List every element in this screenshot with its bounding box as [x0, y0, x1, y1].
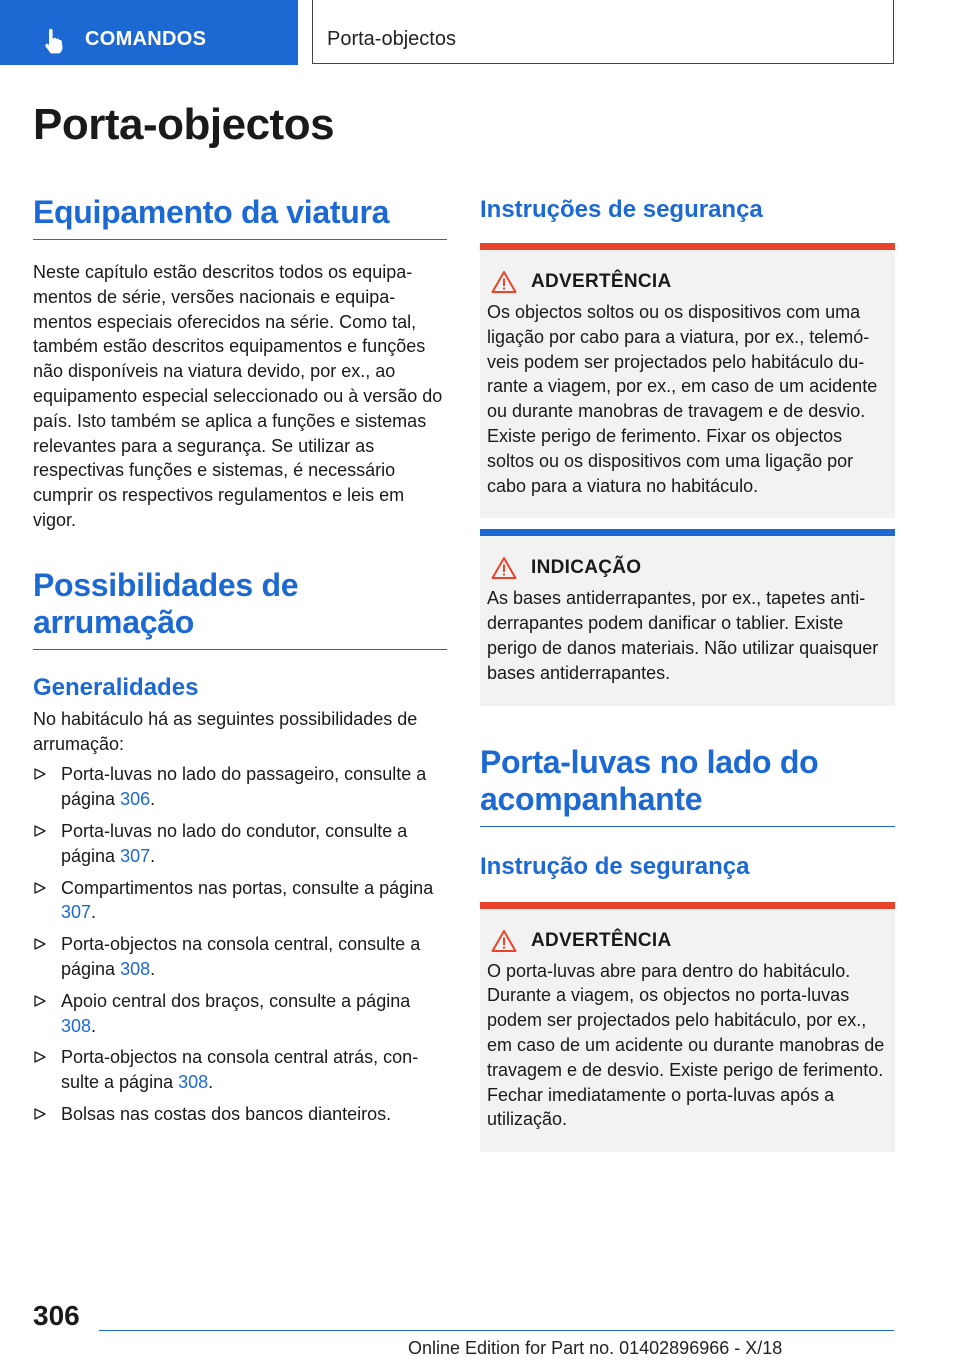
list-item-end: . [150, 845, 156, 866]
triangle-bullet-icon [33, 1107, 47, 1121]
breadcrumb-label: Porta-objectos [327, 28, 456, 50]
glovebox-heading: Porta-luvas no lado do acompanhante [480, 743, 819, 817]
breadcrumb [312, 0, 894, 64]
section-tab[interactable] [0, 0, 298, 65]
list-item [33, 932, 447, 982]
list-item [33, 1102, 447, 1127]
triangle-bullet-icon [33, 937, 47, 951]
footer-rule [99, 1330, 894, 1331]
warning-box [480, 243, 895, 518]
warning-label: ADVERTÊNCIA [531, 929, 672, 951]
list-item-end: . [150, 958, 156, 979]
notice-box [480, 529, 895, 705]
list-item-text: Apoio central dos braços, consulte a página [61, 990, 411, 1011]
equipment-heading: Equipamento da viatura [33, 194, 390, 230]
safety-heading: Instruções de segurança [480, 196, 763, 223]
list-item-text: Compartimentos nas portas, consulte a página [61, 877, 434, 898]
list-item [33, 989, 447, 1039]
triangle-bullet-icon [33, 881, 47, 895]
page-link[interactable]: 308 [61, 1015, 92, 1036]
notice-bar [480, 529, 895, 536]
safety2-heading: Instrução de segurança [480, 852, 750, 880]
warning-triangle-icon [491, 929, 517, 953]
triangle-bullet-icon [33, 824, 47, 838]
left-column [33, 190, 447, 1134]
list-item [33, 1045, 447, 1095]
page-number: 306 [33, 1300, 80, 1331]
page-link[interactable]: 308 [120, 958, 151, 979]
warning-triangle-icon [491, 270, 517, 294]
list-item [33, 762, 447, 812]
warning-text: Os objectos soltos ou os dispositivos com uma ligação por cabo para a viatura, por ex., telemóveis podem ser projectados pelo habitáculo durante a viagem, por ex., em caso de um acidente ou durante manobras de travagem e de desvio. Existe perigo de ferimento. Fixar os objectos soltos ou os dispositivos com uma ligação por cabo para a viatura no habitáculo. [487, 302, 878, 496]
page-link[interactable]: 308 [178, 1072, 209, 1093]
storage-heading: Possibilidades de arrumação [33, 566, 299, 640]
list-item-end: . [150, 789, 156, 810]
notice-text: As bases antiderrapantes, por ex., tapetes antiderrapantes podem danificar o tablier. Existe perigo de danos materiais. Não utilizar quaisquer bases antiderrapantes. [487, 588, 879, 683]
list-item-text: Porta-luvas no lado do passageiro, consulte a página [61, 764, 427, 810]
general-text: No habitáculo há as seguintes possibilidades de arrumação: [33, 708, 418, 754]
list-item [33, 819, 447, 869]
heading-rule [480, 826, 895, 827]
list-item-text: Porta-objectos na consola central atrás, consulte a página [61, 1047, 419, 1093]
equipment-text: Neste capítulo estão descritos todos os equipamentos de série, versões nacionais e equipamentos especiais oferecidos na série. Como tal, também estão descritos equipamentos e funções não disponíveis na viatura devido, por ex., ao equipamento especial seleccionado ou à versão do país. Isto também se aplica a funções e sistemas relevantes para a segurança. Se utilizar as respectivas funções e sistemas, é necessário cumprir os respectivos regulamentos e leis em vigor. [33, 262, 443, 530]
notice-triangle-icon [491, 556, 517, 580]
hand-pointer-icon [40, 28, 66, 54]
warning-text: O porta-luvas abre para dentro do habitáculo. Durante a viagem, os objectos no porta-luvas podem ser projectados pelo habitáculo, por ex., em caso de um acidente ou durante manobras de travagem e de desvio. Existe perigo de ferimento. Fechar imediatamente o porta-luvas após a utilização. [487, 960, 885, 1130]
page-link[interactable]: 307 [61, 902, 92, 923]
notice-label: INDICAÇÃO [531, 557, 642, 579]
list-item-text: Bolsas nas costas dos bancos dianteiros. [61, 1103, 392, 1124]
warning-bar [480, 243, 895, 250]
triangle-bullet-icon [33, 767, 47, 781]
heading-rule [33, 239, 447, 240]
heading-rule [33, 649, 447, 650]
warning-box-2 [480, 902, 895, 1153]
storage-list [33, 762, 447, 1126]
list-item-end: . [91, 902, 97, 923]
right-column [480, 190, 895, 1152]
list-item-text: Porta-luvas no lado do condutor, consulte a página [61, 820, 408, 866]
triangle-bullet-icon [33, 1050, 47, 1064]
page-title: Porta-objectos [33, 100, 335, 149]
general-heading: Generalidades [33, 673, 199, 701]
warning-label: ADVERTÊNCIA [531, 271, 672, 292]
footer-edition: Online Edition for Part no. 01402896966 - X/18 [408, 1338, 783, 1358]
list-item [33, 876, 447, 926]
section-tab-label: COMANDOS [85, 28, 207, 50]
list-item-end: . [91, 1015, 97, 1036]
list-item-end: . [208, 1072, 214, 1093]
warning-bar [480, 902, 895, 909]
triangle-bullet-icon [33, 994, 47, 1008]
page-link[interactable]: 307 [120, 845, 151, 866]
page-link[interactable]: 306 [120, 789, 151, 810]
list-item-text: Porta-objectos na consola central, consulte a página [61, 934, 421, 979]
